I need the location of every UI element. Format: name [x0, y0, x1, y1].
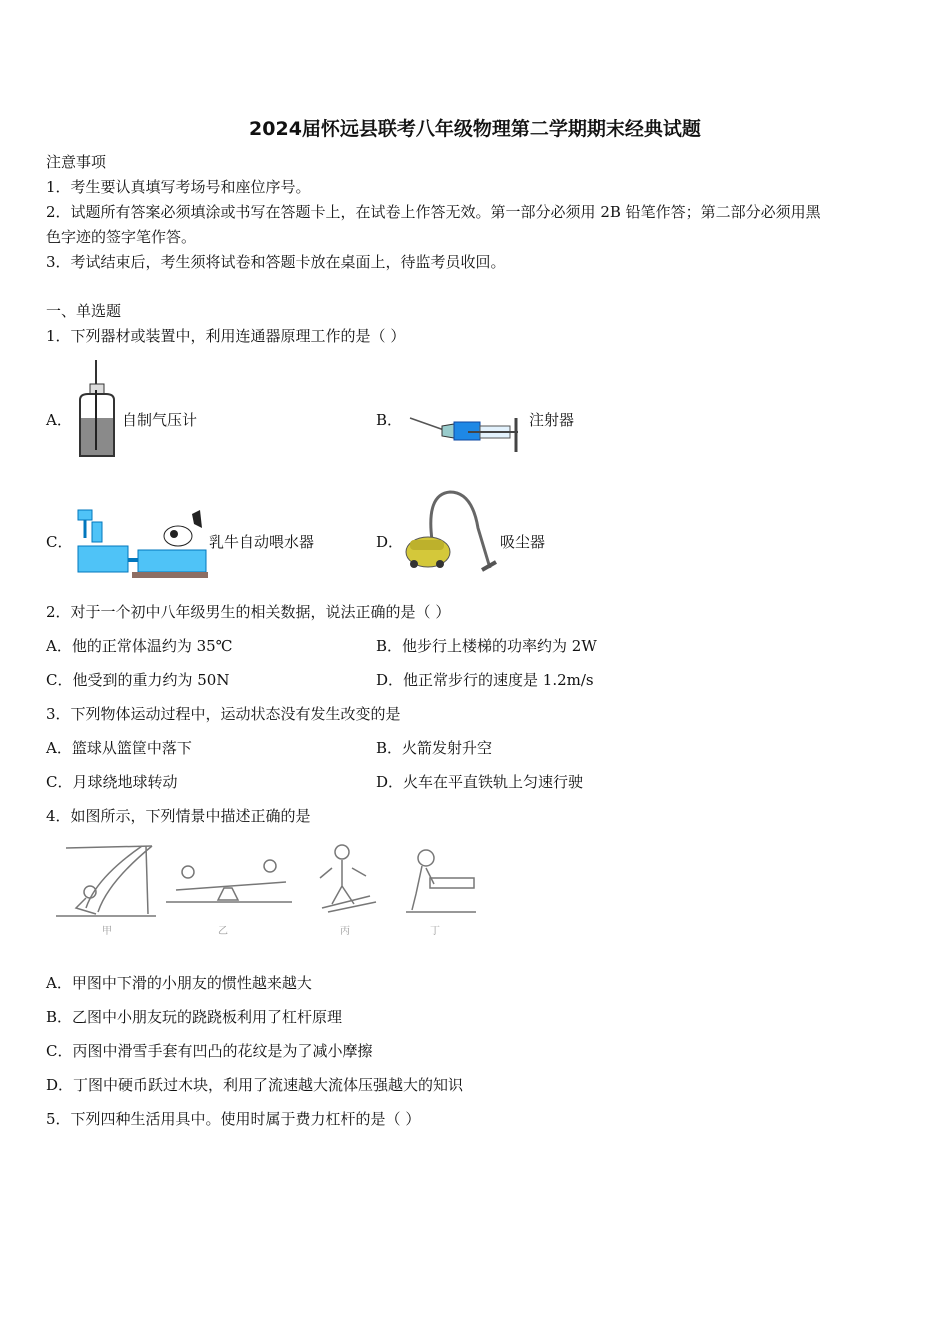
q2-option-c: C．他受到的重力约为 50N	[46, 671, 230, 689]
q1-option-b-text: 注射器	[529, 411, 575, 429]
figure-label-jia: 甲	[102, 926, 112, 937]
question-2-stem: 2．对于一个初中八年级男生的相关数据，说法正确的是（ ）	[46, 603, 451, 621]
page-title: 2024届怀远县联考八年级物理第二学期期末经典试题	[249, 118, 701, 140]
slide-scene-icon	[56, 846, 156, 916]
section-heading: 一、单选题	[46, 302, 122, 320]
q1-option-b-letter: B．	[376, 411, 403, 429]
notice-item: 2．试题所有答案必须填涂或书写在答题卡上，在试卷上作答无效。第一部分必须用 2B 铅笔作答；第二部分必须用黑	[46, 203, 821, 221]
skier-scene-icon	[320, 845, 376, 912]
q2-option-d: D．他正常步行的速度是 1.2m/s	[376, 671, 594, 689]
q4-option-c: C．丙图中滑雪手套有凹凸的花纹是为了减小摩擦	[46, 1042, 373, 1060]
figure-label-yi: 乙	[218, 926, 228, 937]
q4-option-d: D．丁图中硬币跃过木块，利用了流速越大流体压强越大的知识	[46, 1076, 464, 1094]
vacuum-cleaner-icon	[402, 488, 498, 578]
question-1-stem: 1．下列器材或装置中，利用连通器原理工作的是（ ）	[46, 327, 406, 345]
question-4-stem: 4．如图所示，下列情景中描述正确的是	[46, 807, 311, 825]
q1-option-c-letter: C．	[46, 533, 73, 551]
cow-waterer-icon	[74, 508, 208, 580]
q3-option-a: A．篮球从篮筐中落下	[46, 739, 192, 757]
q4-option-a: A．甲图中下滑的小朋友的惯性越来越大	[46, 974, 312, 992]
notice-heading: 注意事项	[46, 153, 107, 171]
q1-option-a-text: 自制气压计	[122, 411, 198, 429]
question-5-stem: 5．下列四种生活用具中。使用时属于费力杠杆的是（ ）	[46, 1110, 421, 1128]
syringe-icon	[408, 408, 523, 458]
question-3-stem: 3．下列物体运动过程中，运动状态没有发生改变的是	[46, 705, 401, 723]
figure-label-bing: 丙	[340, 926, 350, 937]
q1-option-a-letter: A．	[46, 411, 72, 429]
q3-option-d: D．火车在平直铁轨上匀速行驶	[376, 773, 584, 791]
q1-option-d-text: 吸尘器	[500, 533, 546, 551]
figure-label-ding: 丁	[430, 926, 440, 937]
q2-option-b: B．他步行上楼梯的功率约为 2W	[376, 637, 597, 655]
q4-option-b: B．乙图中小朋友玩的跷跷板利用了杠杆原理	[46, 1008, 343, 1026]
q1-option-d-letter: D．	[376, 533, 404, 551]
q4-figure	[56, 838, 482, 940]
q3-option-b: B．火箭发射升空	[376, 739, 493, 757]
seesaw-scene-icon	[166, 860, 292, 902]
barometer-bottle-icon	[74, 360, 122, 460]
q2-option-a: A．他的正常体温约为 35℃	[46, 637, 233, 655]
q1-option-c-text: 乳牛自动喂水器	[209, 533, 315, 551]
coin-jump-scene-icon	[406, 850, 476, 912]
notice-item: 色字迹的签字笔作答。	[46, 228, 197, 246]
q3-option-c: C．月球绕地球转动	[46, 773, 178, 791]
notice-item: 3．考试结束后，考生须将试卷和答题卡放在桌面上，待监考员收回。	[46, 253, 506, 271]
notice-item: 1．考生要认真填写考场号和座位序号。	[46, 178, 311, 196]
